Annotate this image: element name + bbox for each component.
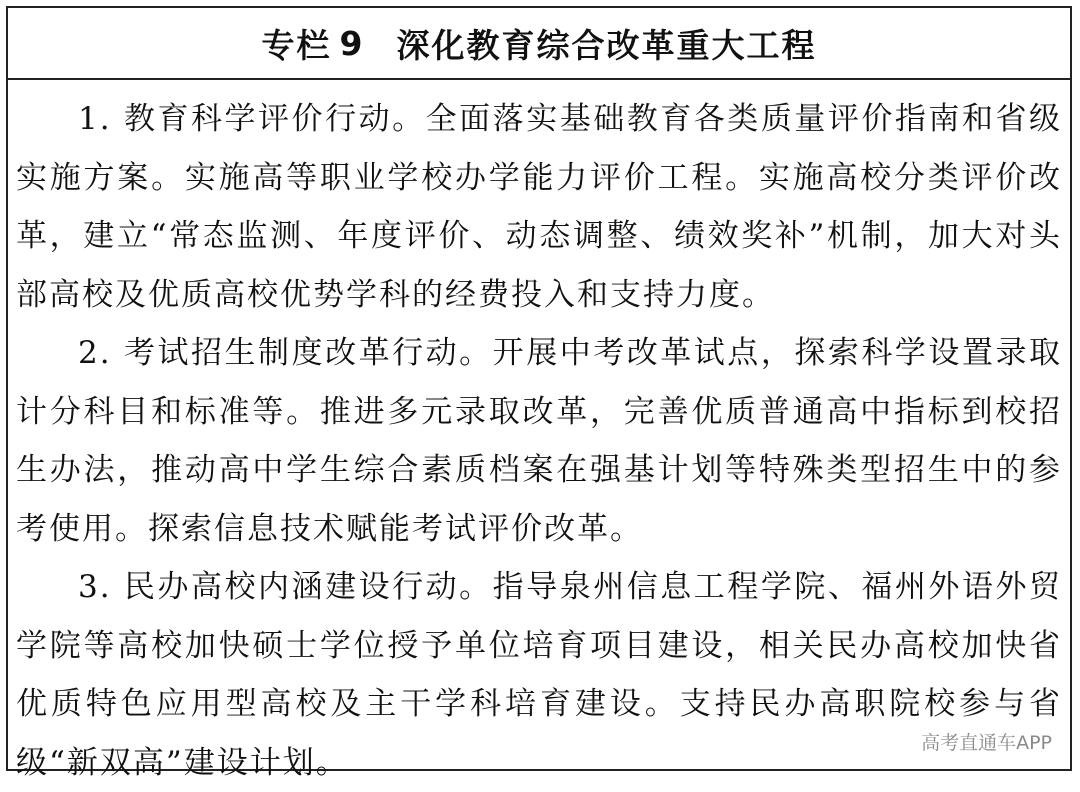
item-1-paragraph: 1. 教育科学评价行动。全面落实基础教育各类质量评价指南和省级实施方案。实施高等职业学校办学能力评价工程。实施高校分类评价改革，建立“常态监测、年度评价、动态调整、绩效奖补”机制，加大对头部高校及优质高校优势学科的经费投入和支持力度。 [16,101,1062,313]
column-title: 深化教育综合改革重大工程 [396,25,817,65]
column-label: 专栏 [261,25,332,65]
column-header [8,8,1070,80]
item-2-paragraph: 2. 考试招生制度改革行动。开展中考改革试点，探索科学设置录取计分科目和标准等。推进多元录取改革，完善优质普通高中指标到校招生办法，推动高中学生综合素质档案在强基计划等特殊类型招生中的参考使用。探索信息技术赋能考试评价改革。 [16,335,1062,547]
column-number: 9 [339,23,365,63]
item-3-paragraph: 3. 民办高校内涵建设行动。指导泉州信息工程学院、福州外语外贸学院等高校加快硕士学位授予单位培育项目建设，相关民办高校加快省优质特色应用型高校及主干学科培育建设。支持民办高职院校参与省级“新双高”建设计划。 [16,569,1062,781]
column-box [6,6,1072,781]
column-body [8,80,1070,792]
watermark-text: 高考直通车APP [921,732,1052,754]
